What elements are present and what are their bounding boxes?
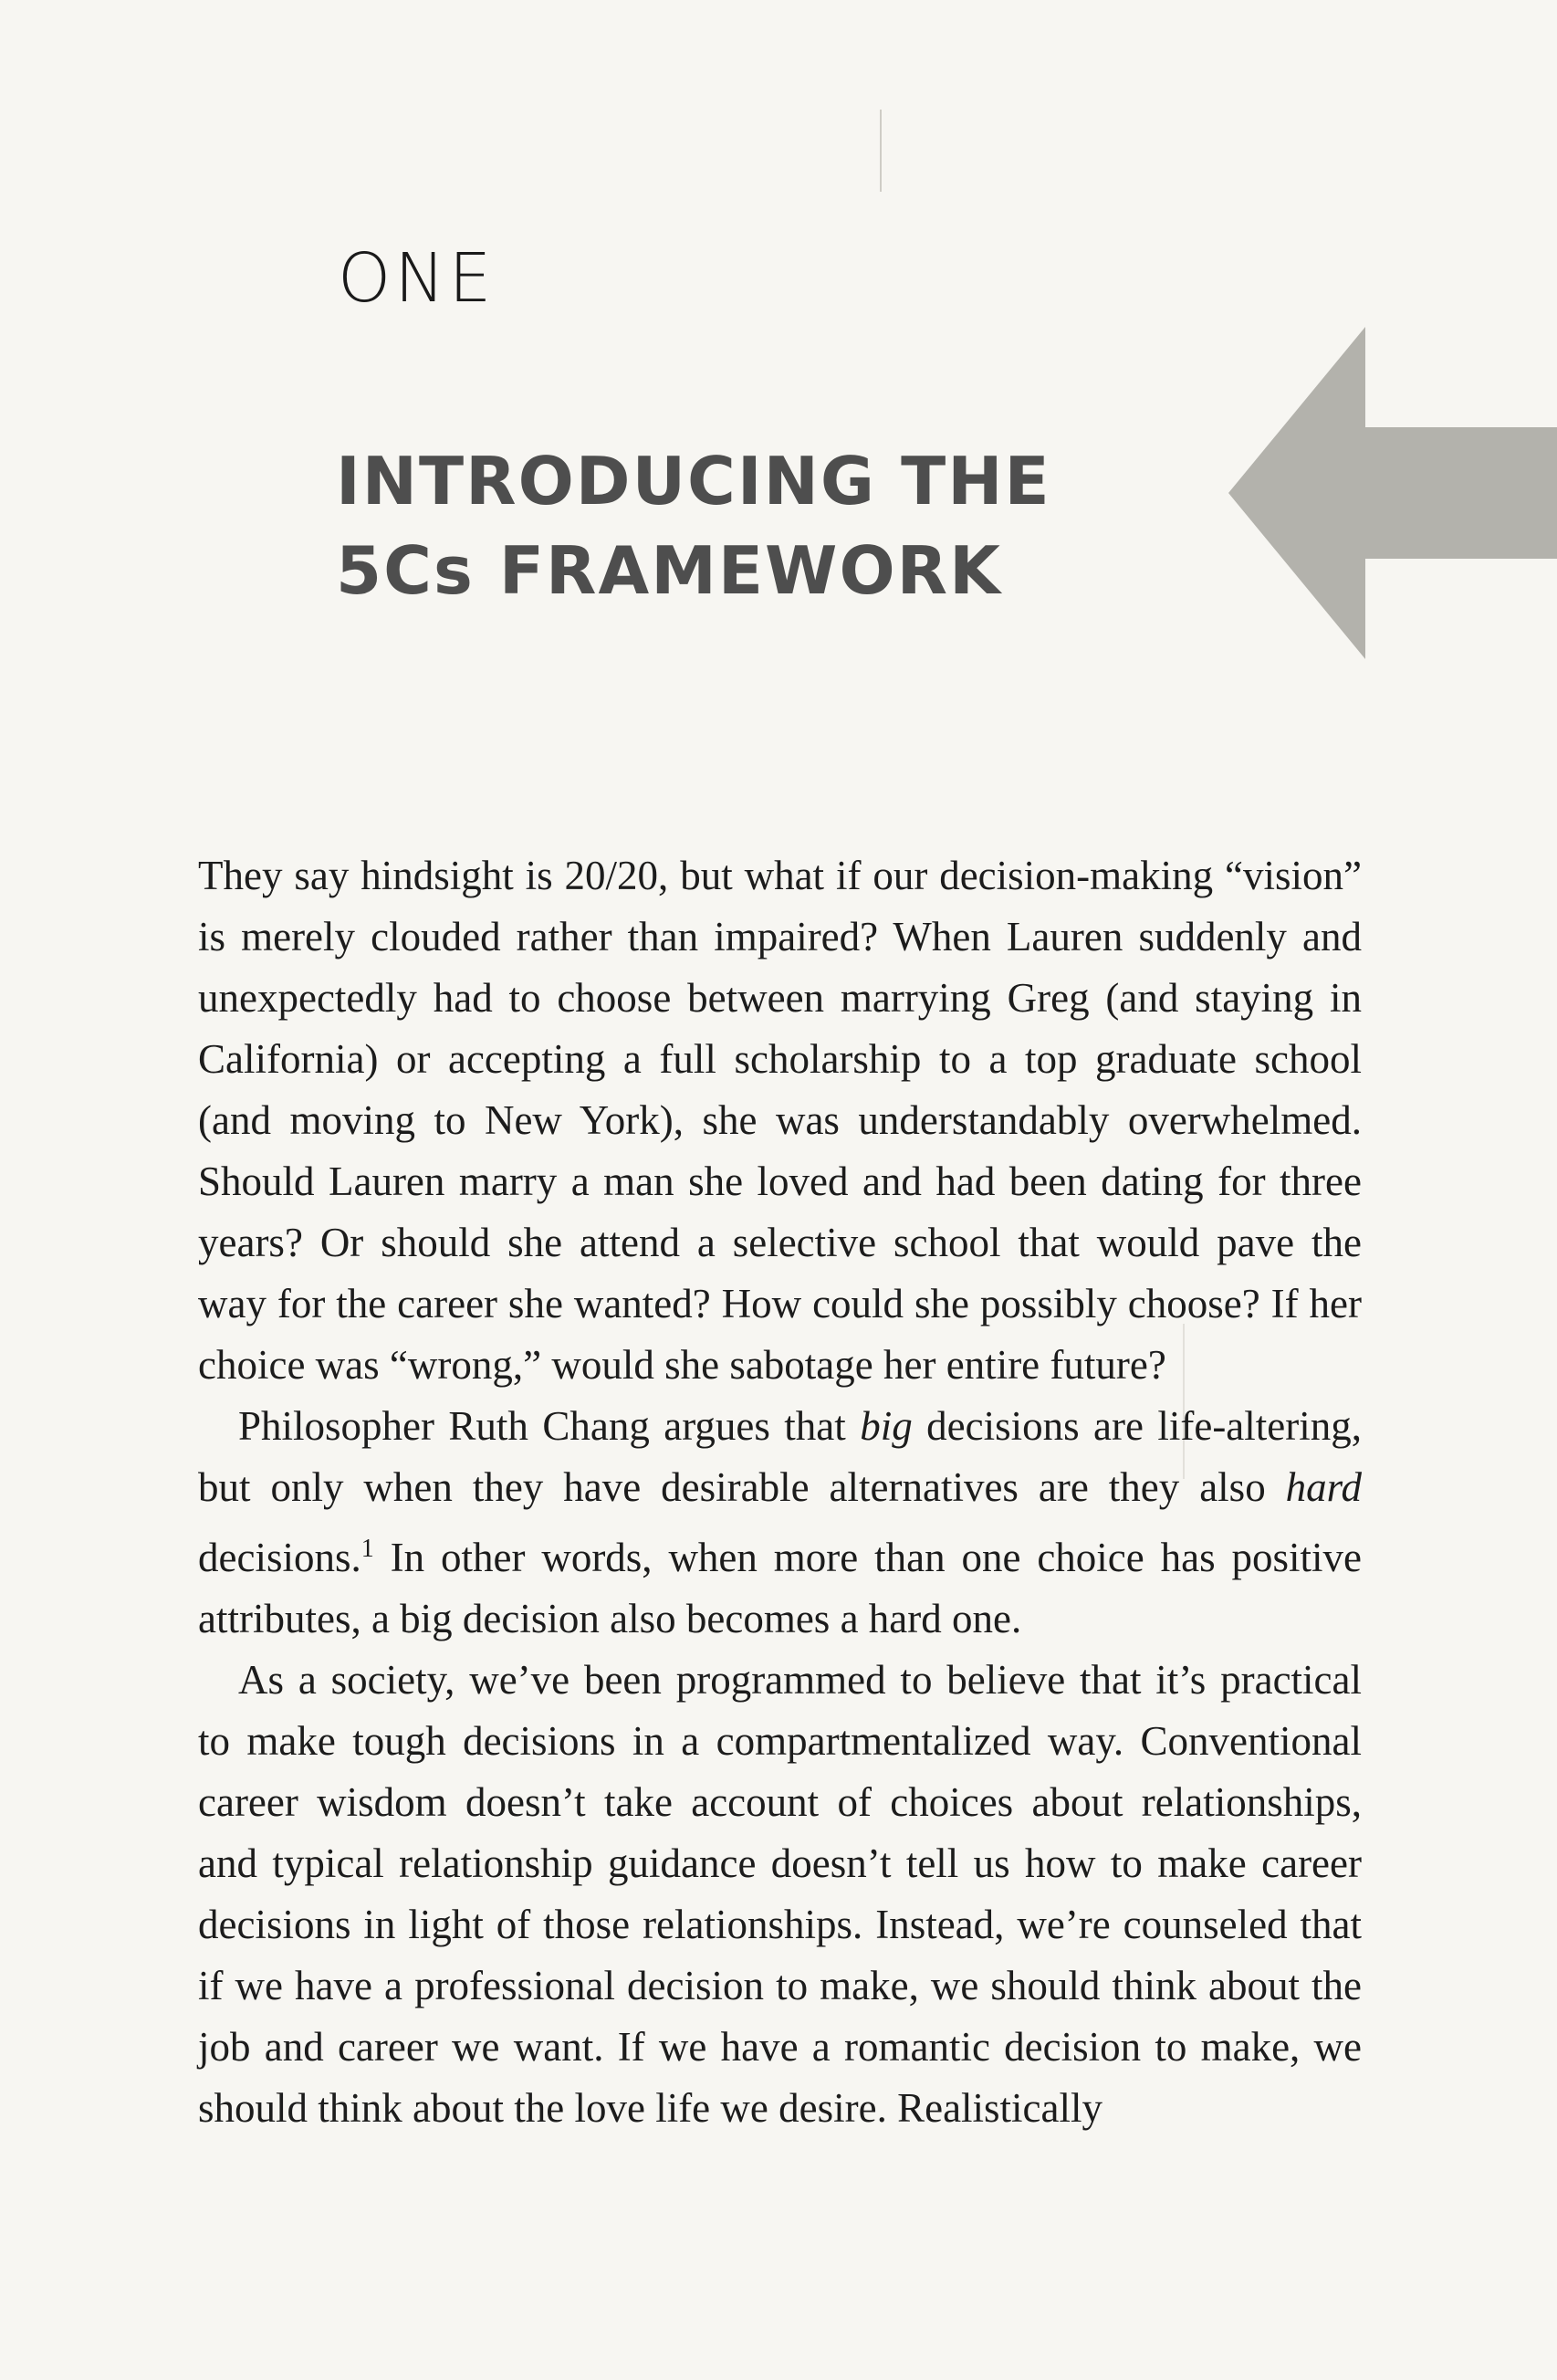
paragraph-2-text: decisions are life-altering, but only when they have desirable alternatives are they also <box>198 1403 1362 1510</box>
scan-artifact-line <box>880 110 882 192</box>
emphasis-big: big <box>860 1403 913 1449</box>
chapter-title-line-1: INTRODUCING THE <box>336 443 1051 519</box>
chapter-title <box>336 436 1051 615</box>
paragraph-2 <box>198 1396 1362 1650</box>
left-arrow-tab-icon <box>1228 320 1557 666</box>
paragraph-2-text: decisions. <box>198 1535 361 1580</box>
emphasis-hard: hard <box>1285 1464 1362 1510</box>
paragraph-3: As a society, we’ve been programmed to believe that it’s practical to make tough decisions in a compartmentalized way. Conventional career wisdom doesn’t take account of choices about relationships, and typical relationship guidance doesn’t tell us how to make career decisions in light of those relationships. Instead, we’re counseled that if we have a professional decision to make, we should think about the job and career we want. If we have a romantic decision to make, we should think about the love life we desire. Realistically <box>198 1657 1362 2131</box>
paragraph-1: They say hindsight is 20/20, but what if our decision-making “vision” is merely clouded rather than impaired? When Lauren suddenly and unexpectedly had to choose between marrying Greg (and staying in California) or accepting a full scholarship to a top graduate school (and moving to New York), she was understandably overwhelmed. Should Lauren marry a man she loved and had been dating for three years? Or should she attend a selective school that would pave the way for the career she wanted? How could she possibly choose? If her choice was “wrong,” would she sabotage her entire future? <box>198 853 1362 1388</box>
body-text <box>198 845 1362 2139</box>
chapter-title-line-2: 5Cs FRAMEWORK <box>336 532 1002 609</box>
chapter-number: ONE <box>338 239 496 318</box>
paragraph-2-text: Philosopher Ruth Chang argues that <box>238 1403 861 1449</box>
footnote-marker[interactable]: 1 <box>361 1535 374 1563</box>
paragraph-2-text: In other words, when more than one choice has positive attributes, a big decision also becomes a hard one. <box>198 1535 1362 1641</box>
